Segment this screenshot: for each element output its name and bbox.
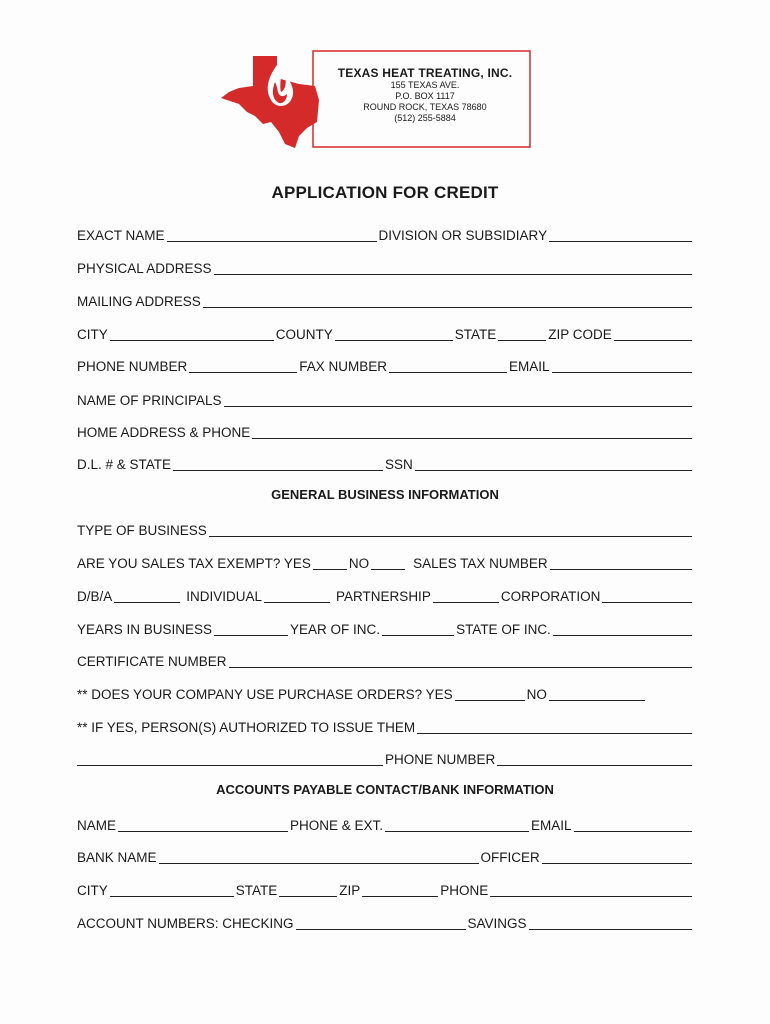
row-purchase-orders — [77, 683, 647, 703]
state-of-inc-field[interactable] — [553, 635, 692, 636]
ap-name-label: NAME — [77, 818, 117, 833]
purchase-orders-yes-field[interactable] — [455, 700, 525, 701]
row-authorized-phone — [77, 748, 694, 768]
county-label: COUNTY — [275, 327, 333, 342]
state-field[interactable] — [498, 340, 546, 341]
row-authorized-persons — [77, 716, 694, 736]
county-field[interactable] — [335, 340, 453, 341]
row-physical-address — [77, 257, 694, 277]
row-sales-tax — [77, 552, 694, 572]
savings-label: SAVINGS — [467, 916, 527, 931]
row-type-of-business — [77, 519, 694, 539]
letterhead — [215, 48, 533, 150]
company-address-2: P.O. BOX 1117 — [395, 91, 455, 101]
mailing-address-label: MAILING ADDRESS — [77, 294, 201, 309]
mailing-address-field[interactable] — [203, 307, 692, 308]
authorized-phone-label: PHONE NUMBER — [385, 752, 496, 767]
savings-field[interactable] — [529, 929, 692, 930]
state-label: STATE — [454, 327, 497, 342]
certificate-number-label: CERTIFICATE NUMBER — [77, 654, 227, 669]
year-of-inc-label: YEAR OF INC. — [290, 622, 381, 637]
bank-state-field[interactable] — [279, 896, 337, 897]
partnership-field[interactable] — [433, 602, 499, 603]
zip-code-field[interactable] — [614, 340, 692, 341]
sales-tax-no-field[interactable] — [371, 569, 405, 570]
dba-field[interactable] — [114, 602, 180, 603]
row-ap-contact — [77, 814, 694, 834]
bank-city-field[interactable] — [110, 896, 234, 897]
bank-name-field[interactable] — [159, 863, 479, 864]
physical-address-field[interactable] — [214, 274, 692, 275]
exact-name-field[interactable] — [167, 241, 377, 242]
years-in-business-field[interactable] — [214, 635, 288, 636]
row-mailing-address — [77, 290, 694, 310]
officer-label: OFFICER — [480, 850, 540, 865]
division-field[interactable] — [549, 241, 692, 242]
dl-state-field[interactable] — [173, 470, 383, 471]
company-phone: (512) 255-5884 — [394, 113, 456, 123]
home-address-label: HOME ADDRESS & PHONE — [77, 425, 251, 440]
sales-tax-yes-field[interactable] — [313, 569, 347, 570]
sales-tax-number-label: SALES TAX NUMBER — [413, 556, 548, 571]
bank-name-label: BANK NAME — [77, 850, 157, 865]
sales-tax-number-field[interactable] — [550, 569, 692, 570]
row-dl-ssn — [77, 453, 694, 473]
authorized-persons-label: ** IF YES, PERSON(S) AUTHORIZED TO ISSUE THEM — [77, 720, 416, 735]
ap-name-field[interactable] — [118, 831, 288, 832]
year-of-inc-field[interactable] — [382, 635, 454, 636]
type-of-business-label: TYPE OF BUSINESS — [77, 523, 207, 538]
sales-tax-exempt-label: ARE YOU SALES TAX EXEMPT? YES — [77, 556, 311, 571]
email-field[interactable] — [552, 372, 692, 373]
purchase-orders-no-label: NO — [526, 687, 547, 702]
row-bank-name — [77, 846, 694, 866]
officer-field[interactable] — [542, 863, 692, 864]
authorized-persons-continued-field[interactable] — [77, 765, 383, 766]
zip-code-label: ZIP CODE — [548, 327, 612, 342]
fax-number-field[interactable] — [389, 372, 507, 373]
principals-field[interactable] — [224, 406, 692, 407]
sales-tax-no-label: NO — [348, 556, 370, 571]
state-of-inc-label: STATE OF INC. — [456, 622, 551, 637]
email-label: EMAIL — [509, 359, 550, 374]
row-dba — [77, 585, 694, 605]
dl-state-label: D.L. # & STATE — [77, 457, 172, 472]
row-exact-name — [77, 224, 694, 244]
authorized-persons-field[interactable] — [417, 733, 692, 734]
authorized-phone-field[interactable] — [497, 765, 692, 766]
fax-number-label: FAX NUMBER — [299, 359, 388, 374]
bank-city-label: CITY — [77, 883, 108, 898]
ap-email-field[interactable] — [574, 831, 692, 832]
certificate-number-field[interactable] — [229, 667, 692, 668]
type-of-business-field[interactable] — [209, 536, 692, 537]
division-label: DIVISION OR SUBSIDIARY — [378, 228, 548, 243]
purchase-orders-label: ** DOES YOUR COMPANY USE PURCHASE ORDERS? YES — [77, 687, 453, 702]
row-home-address — [77, 421, 694, 441]
general-business-heading: GENERAL BUSINESS INFORMATION — [271, 487, 499, 502]
bank-zip-label: ZIP — [339, 883, 361, 898]
home-address-field[interactable] — [252, 438, 692, 439]
page-title: APPLICATION FOR CREDIT — [271, 183, 499, 202]
partnership-label: PARTNERSHIP — [336, 589, 431, 604]
ap-phone-ext-field[interactable] — [385, 831, 529, 832]
company-address-3: ROUND ROCK, TEXAS 78680 — [363, 102, 487, 112]
ap-phone-ext-label: PHONE & EXT. — [290, 818, 384, 833]
ssn-field[interactable] — [415, 470, 692, 471]
individual-field[interactable] — [264, 602, 330, 603]
city-label: CITY — [77, 327, 108, 342]
row-principals — [77, 389, 694, 409]
bank-phone-label: PHONE — [440, 883, 489, 898]
checking-label: ACCOUNT NUMBERS: CHECKING — [77, 916, 294, 931]
company-block — [320, 66, 530, 124]
texas-flame-logo-icon — [221, 56, 319, 148]
row-bank-city — [77, 879, 694, 899]
years-in-business-label: YEARS IN BUSINESS — [77, 622, 213, 637]
corporation-label: CORPORATION — [500, 589, 601, 604]
row-account-numbers — [77, 912, 694, 932]
checking-field[interactable] — [296, 929, 466, 930]
company-name: TEXAS HEAT TREATING, INC. — [337, 66, 513, 80]
phone-number-field[interactable] — [189, 372, 297, 373]
phone-number-label: PHONE NUMBER — [77, 359, 188, 374]
ap-email-label: EMAIL — [531, 818, 572, 833]
bank-zip-field[interactable] — [362, 896, 438, 897]
row-phone-fax — [77, 355, 694, 375]
row-certificate-number — [77, 650, 694, 670]
bank-state-label: STATE — [235, 883, 278, 898]
purchase-orders-no-field[interactable] — [549, 700, 645, 701]
accounts-payable-heading: ACCOUNTS PAYABLE CONTACT/BANK INFORMATION — [216, 782, 554, 797]
individual-label: INDIVIDUAL — [186, 589, 263, 604]
physical-address-label: PHYSICAL ADDRESS — [77, 261, 212, 276]
ssn-label: SSN — [385, 457, 413, 472]
corporation-field[interactable] — [602, 602, 692, 603]
exact-name-label: EXACT NAME — [77, 228, 165, 243]
city-field[interactable] — [110, 340, 274, 341]
row-years — [77, 618, 694, 638]
bank-phone-field[interactable] — [490, 896, 692, 897]
company-address-1: 155 TEXAS AVE. — [390, 80, 460, 90]
dba-label: D/B/A — [77, 589, 113, 604]
row-city-county — [77, 323, 694, 343]
principals-label: NAME OF PRINCIPALS — [77, 393, 222, 408]
